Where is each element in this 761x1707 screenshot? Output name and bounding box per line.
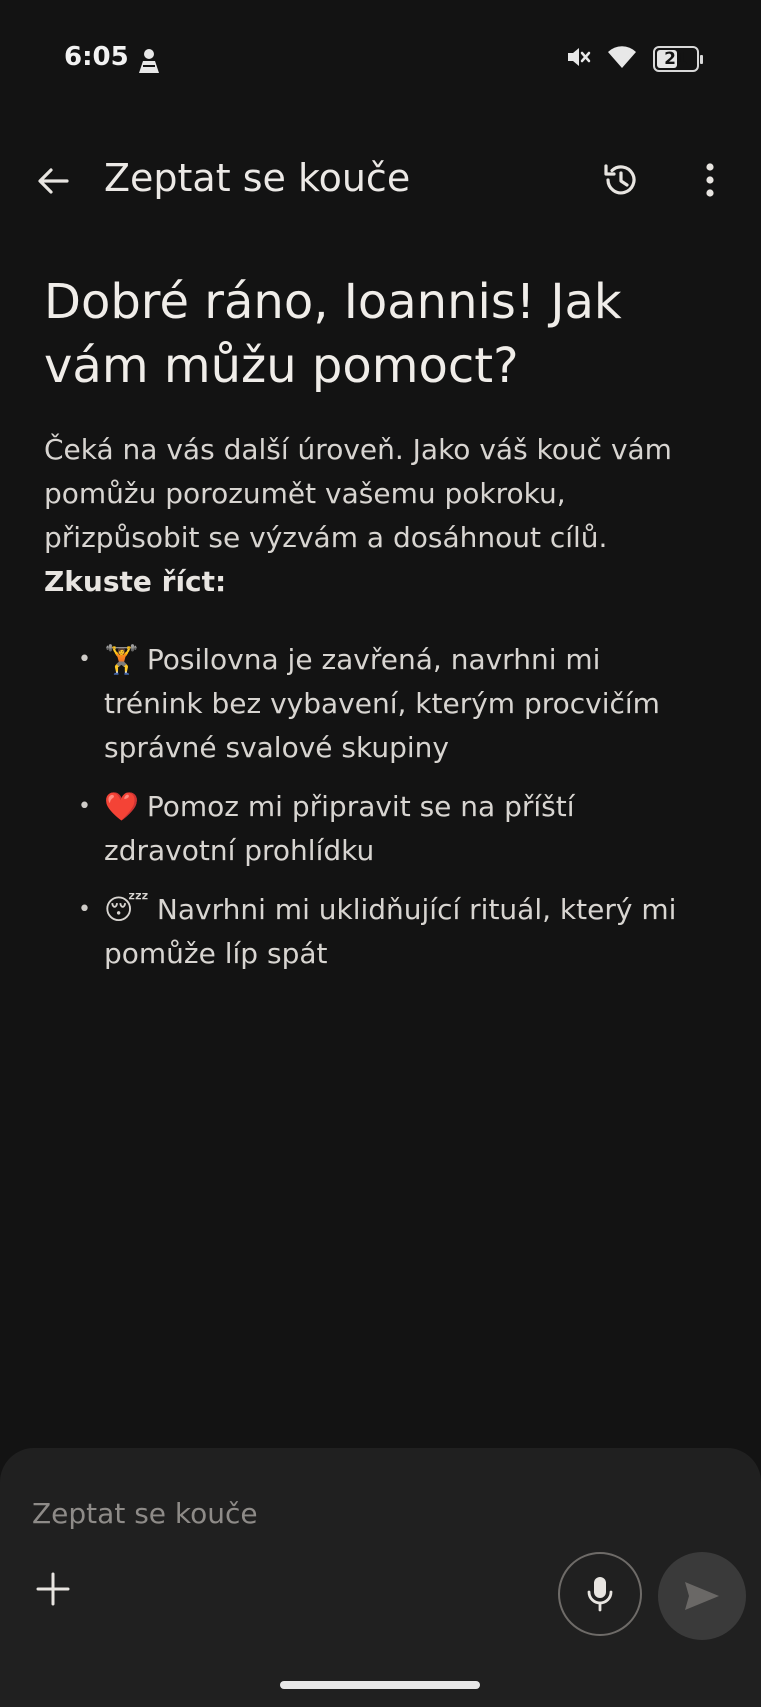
battery-level: 21 — [664, 49, 688, 69]
history-icon — [600, 160, 640, 200]
more-options-button[interactable] — [686, 156, 734, 204]
intro-body: Čeká na vás další úroveň. Jako váš kouč vám pomůžu porozumět vašemu pokroku, přizpůsobit se výzvám a dosáhnout cílů. — [44, 433, 672, 554]
wifi-icon — [607, 44, 637, 74]
suggestion-text: Navrhni mi uklidňující rituál, který mi pomůže líp spát — [104, 893, 677, 970]
battery-icon — [653, 46, 699, 72]
send-icon — [683, 1580, 721, 1612]
add-icon — [35, 1571, 71, 1607]
add-attachment-button[interactable] — [30, 1566, 76, 1612]
notification-icon — [134, 46, 164, 76]
suggestion-item[interactable]: • 😴 Navrhni mi uklidňující rituál, který mi pomůže líp spát — [78, 893, 677, 970]
sleeping-face-icon: 😴 — [104, 893, 149, 926]
intro-text — [44, 428, 703, 604]
intro-prompt: Zkuste říct: — [44, 565, 227, 598]
send-button[interactable] — [658, 1552, 746, 1640]
chat-intro — [44, 270, 703, 991]
weightlifter-icon: 🏋️ — [104, 643, 139, 676]
suggestion-item[interactable]: • ❤️ Pomoz mi připravit se na příští zdravotní prohlídku — [78, 790, 575, 867]
greeting-heading: Dobré ráno, Ioannis! Jak vám můžu pomoct? — [44, 274, 622, 394]
more-vert-icon — [704, 160, 716, 200]
heart-icon: ❤️ — [104, 790, 139, 823]
home-indicator[interactable] — [280, 1681, 480, 1689]
mic-button[interactable] — [558, 1552, 642, 1636]
mute-icon — [565, 44, 591, 74]
suggestion-list — [44, 638, 703, 976]
history-button[interactable] — [596, 156, 644, 204]
app-bar — [0, 140, 761, 220]
message-input[interactable] — [30, 1488, 634, 1538]
mic-icon — [585, 1575, 615, 1613]
back-arrow-icon — [35, 163, 71, 199]
page-title: Zeptat se kouče — [104, 156, 411, 200]
suggestion-item[interactable]: • 🏋️ Posilovna je zavřená, navrhni mi trénink bez vybavení, kterým procvičím správné svalové skupiny — [78, 643, 660, 764]
composer-panel — [0, 1448, 761, 1707]
suggestion-text: Pomoz mi připravit se na příští zdravotní prohlídku — [104, 790, 575, 867]
status-time: 6:05 — [64, 42, 129, 72]
back-button[interactable] — [30, 158, 76, 204]
status-bar — [0, 0, 761, 120]
suggestion-text: Posilovna je zavřená, navrhni mi trénink bez vybavení, kterým procvičím správné svalové skupiny — [104, 643, 660, 764]
status-icons — [565, 44, 699, 74]
